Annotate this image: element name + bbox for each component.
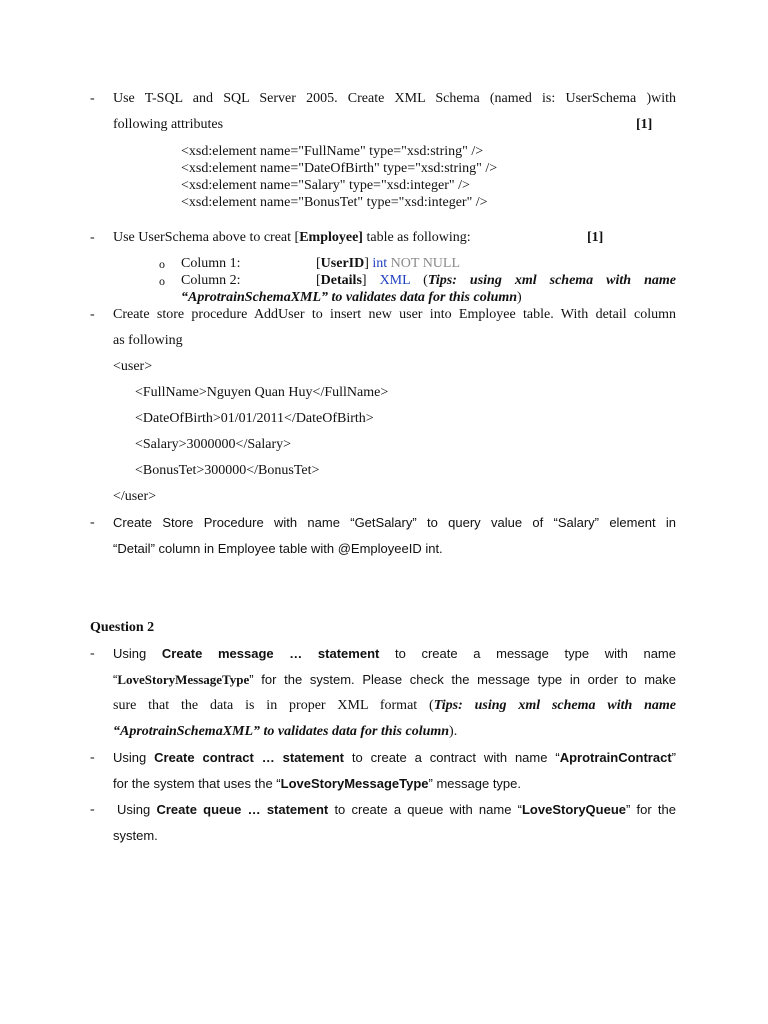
bullet-dash: - (90, 515, 95, 530)
q2-item1-line1: Using Create message … statement to create a message type with name (113, 646, 676, 661)
xml-line: <BonusTet>300000</BonusTet> (135, 463, 320, 478)
q2-item1-line3: sure that the data is in proper XML format (Tips: using xml schema with name (113, 698, 676, 713)
xml-line: <DateOfBirth>01/01/2011</DateOfBirth> (135, 411, 374, 426)
column-2-label: Column 2: (181, 273, 241, 288)
q2-item1-line4: “AprotrainSchemaXML” to validates data for this column). (113, 724, 458, 739)
q1-item4-line2: “Detail” column in Employee table with @EmployeeID int. (113, 541, 443, 556)
q1-item3-line1: Create store procedure AddUser to insert new user into Employee table. With detail column (113, 307, 676, 322)
mark-label: [1] (636, 117, 653, 132)
column-1-definition: [UserID] int NOT NULL (316, 256, 461, 271)
bullet-dash: - (90, 646, 95, 661)
sub-bullet: o (159, 274, 165, 288)
column-2-tip-continued: “AprotrainSchemaXML” to validates data for this column) (181, 290, 522, 305)
xml-line: </user> (113, 489, 157, 504)
xml-line: <Salary>3000000</Salary> (135, 437, 292, 452)
q1-item3-line2: as following (113, 333, 183, 348)
q2-item2-line1: Using Create contract … statement to create a contract with name “AprotrainContract” (113, 750, 676, 765)
question-2-heading: Question 2 (90, 620, 155, 635)
q1-item2-text: Use UserSchema above to creat [Employee] table as following: (113, 230, 471, 245)
xsd-line: <xsd:element name="Salary" type="xsd:integer" /> (181, 178, 470, 193)
q1-item1-line2: following attributes (113, 117, 224, 132)
bullet-dash: - (90, 307, 95, 322)
q2-item2-line2: for the system that uses the “LoveStoryMessageType” message type. (113, 776, 522, 791)
xml-line: <FullName>Nguyen Quan Huy</FullName> (135, 385, 389, 400)
bullet-dash: - (90, 750, 95, 765)
column-2-definition: [Details] XML (Tips: using xml schema with name (316, 273, 676, 288)
xml-line: <user> (113, 359, 153, 374)
q2-item3-line1: Using Create queue … statement to create a queue with name “LoveStoryQueue” for the (117, 802, 676, 817)
xsd-line: <xsd:element name="BonusTet" type="xsd:integer" /> (181, 195, 488, 210)
bullet-dash: - (90, 230, 95, 245)
bullet-dash: - (90, 91, 95, 106)
xsd-line: <xsd:element name="FullName" type="xsd:string" /> (181, 144, 484, 159)
bullet-dash: - (90, 802, 95, 817)
column-1-label: Column 1: (181, 256, 241, 271)
q1-item4-line1: Create Store Procedure with name “GetSalary” to query value of “Salary” element in (113, 515, 676, 530)
mark-label: [1] (587, 230, 604, 245)
xsd-line: <xsd:element name="DateOfBirth" type="xsd:string" /> (181, 161, 498, 176)
q2-item1-line2: “LoveStoryMessageType” for the system. Please check the message type in order to make (113, 672, 676, 687)
q2-item3-line2: system. (113, 828, 158, 843)
sub-bullet: o (159, 257, 165, 271)
q1-item1-line1: Use T-SQL and SQL Server 2005. Create XML Schema (named is: UserSchema )with (113, 91, 676, 106)
